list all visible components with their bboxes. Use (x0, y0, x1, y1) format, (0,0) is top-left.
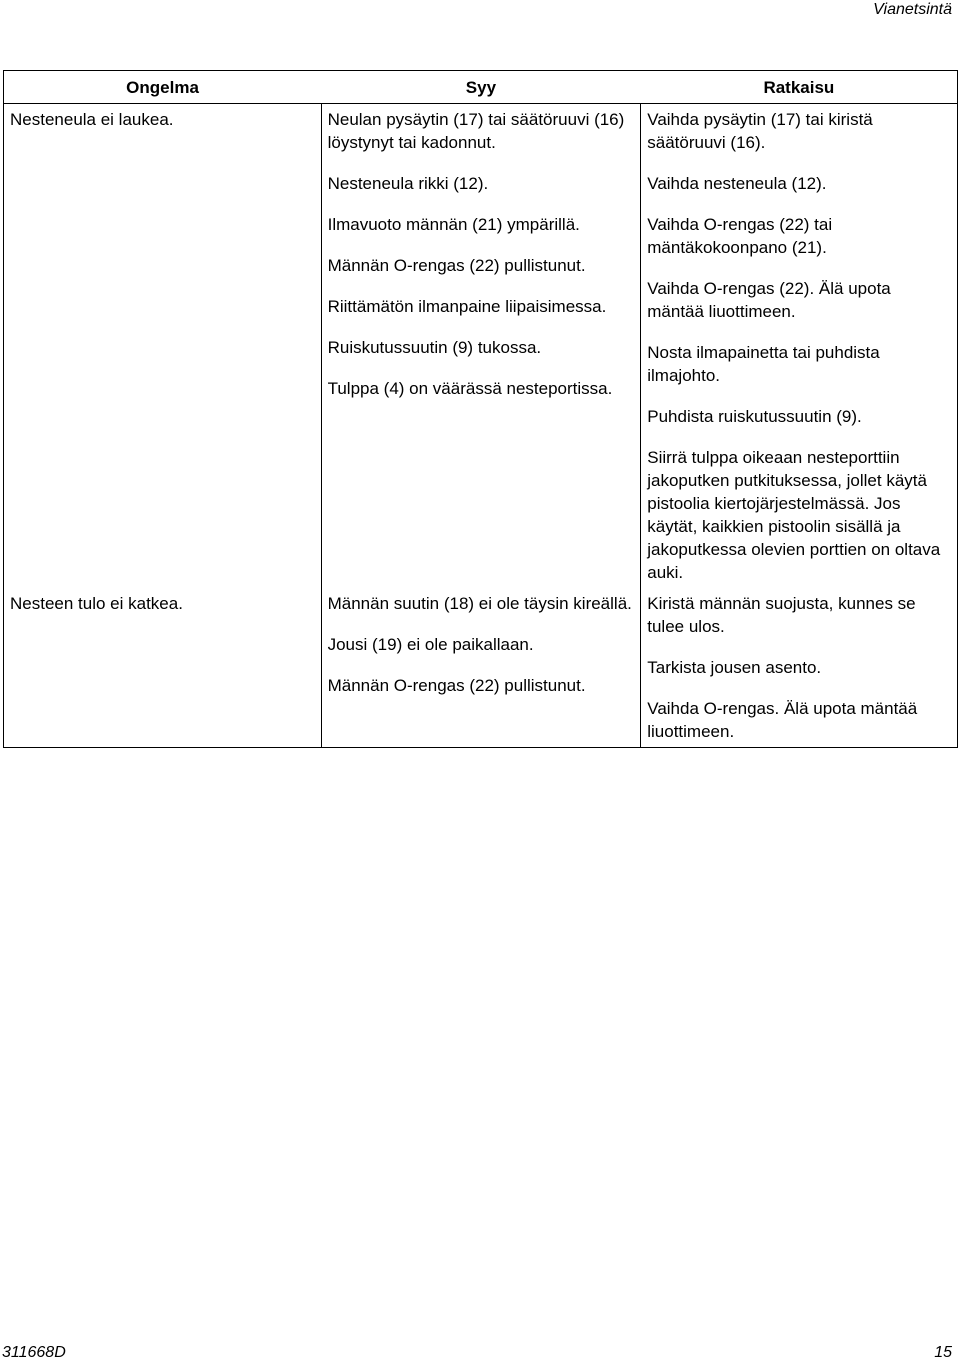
solution-text: Vaihda O-rengas. Älä upota mäntää liuottimeen. (647, 699, 918, 741)
problem-cell (4, 588, 322, 748)
solution-text: Nosta ilmapainetta tai puhdista ilmajohto. (647, 343, 880, 385)
solution-text: Tarkista jousen asento. (647, 658, 822, 677)
column-header-solution: Ratkaisu (641, 71, 958, 104)
cause-text: Ruiskutussuutin (9) tukossa. (327, 338, 542, 357)
section-title: Vianetsintä (873, 1, 952, 18)
cause-text: Nesteneula rikki (12). (327, 174, 489, 193)
problem-text: Nesteen tulo ei katkea. (10, 594, 183, 613)
page-number: 15 (934, 1344, 952, 1361)
cause-text: Ilmavuoto männän (21) ympärillä. (327, 215, 580, 234)
solution-text: Vaihda O-rengas (22) tai mäntäkokoonpano (21). (647, 215, 833, 257)
table-row (4, 588, 958, 748)
solution-text: Vaihda nesteneula (12). (647, 174, 827, 193)
cause-text: Neulan pysäytin (17) tai säätöruuvi (16) löystynyt tai kadonnut. (327, 110, 625, 152)
cause-text: Männän suutin (18) ei ole täysin kireällä. (327, 594, 632, 613)
solution-text: Kiristä männän suojusta, kunnes se tulee ulos. (647, 594, 916, 636)
solution-cell (641, 104, 958, 589)
document-number: 311668D (2, 1344, 66, 1361)
solution-cell (641, 588, 958, 748)
problem-text: Nesteneula ei laukea. (10, 110, 174, 129)
solution-text: Vaihda O-rengas (22). Älä upota mäntää liuottimeen. (647, 279, 891, 321)
table-header-row (4, 71, 958, 104)
troubleshooting-table (3, 70, 958, 748)
cause-text: Riittämätön ilmanpaine liipaisimessa. (327, 297, 607, 316)
cause-cell (321, 104, 641, 589)
column-header-problem: Ongelma (4, 71, 322, 104)
cause-text: Männän O-rengas (22) pullistunut. (327, 256, 586, 275)
table-row (4, 104, 958, 589)
cause-text: Männän O-rengas (22) pullistunut. (327, 676, 586, 695)
solution-text: Vaihda pysäytin (17) tai kiristä säätöruuvi (16). (647, 110, 873, 152)
cause-cell (321, 588, 641, 748)
solution-text: Siirrä tulppa oikeaan nesteporttiin jakoputken putkituksessa, jollet käytä pistoolia kiertojärjestelmässä. Jos käytät, kaikkien pistoolin sisällä ja jakoputkessa olevien porttien on oltava auki. (647, 448, 941, 582)
cause-text: Jousi (19) ei ole paikallaan. (327, 635, 534, 654)
solution-text: Puhdista ruiskutussuutin (9). (647, 407, 862, 426)
cause-text: Tulppa (4) on väärässä nesteportissa. (327, 379, 613, 398)
problem-cell (4, 104, 322, 589)
column-header-cause: Syy (321, 71, 641, 104)
